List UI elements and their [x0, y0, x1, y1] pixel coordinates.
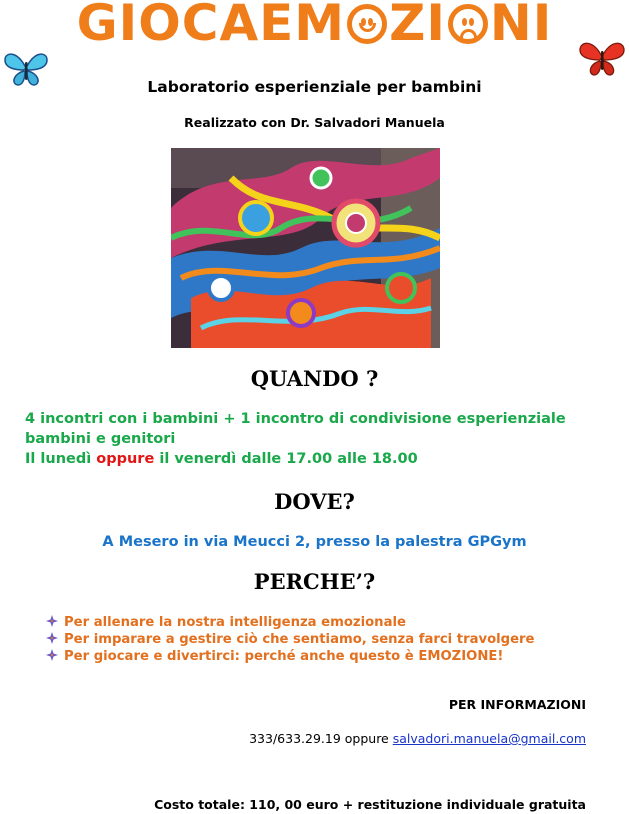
smiley-face-icon	[347, 4, 387, 44]
poster-title	[0, 0, 629, 52]
info-label: PER INFORMAZIONI	[448, 697, 586, 712]
list-item-text: Per allenare la nostra intelligenza emozionale	[64, 615, 406, 630]
oppure-highlight: oppure	[96, 451, 155, 467]
list-item	[46, 648, 535, 665]
list-item	[46, 631, 535, 648]
bullet-star-icon	[46, 615, 58, 627]
quando-line-1: 4 incontri con i bambini + 1 incontro di condivisione esperienziale	[25, 411, 566, 427]
phone-number: 333/633.29.19 oppure	[249, 731, 393, 746]
quando-line-3-start: Il lunedì	[25, 451, 97, 467]
perche-heading: PERCHE’?	[253, 569, 376, 594]
bullet-star-icon	[46, 649, 58, 661]
list-item-text: Per imparare a gestire ciò che sentiamo, senza farci travolgere	[64, 632, 535, 647]
author-line: Realizzato con Dr. Salvadori Manuela	[184, 115, 445, 130]
list-item	[46, 614, 535, 631]
quando-line-2: bambini e genitori	[25, 431, 176, 447]
dove-address: A Mesero in via Meucci 2, presso la palestra GPGym	[102, 534, 527, 550]
cost-line: Costo totale: 110, 00 euro + restituzione individuale gratuita	[154, 797, 586, 812]
quando-line-3-end: il venerdì dalle 17.00 alle 18.00	[154, 451, 418, 467]
quando-details	[25, 409, 566, 469]
email-link[interactable]: salvadori.manuela@gmail.com	[392, 731, 586, 746]
list-item-text: Per giocare e divertirci: perché anche questo è EMOZIONE!	[64, 649, 504, 664]
quando-line-3	[25, 449, 566, 469]
title-part-3: NI	[489, 0, 553, 52]
textile-art-photo	[171, 148, 440, 348]
quando-heading: QUANDO ?	[250, 366, 379, 391]
contact-line	[249, 731, 586, 746]
red-butterfly-icon	[578, 40, 626, 78]
dove-heading: DOVE?	[274, 489, 355, 514]
subtitle: Laboratorio esperienziale per bambini	[147, 78, 482, 96]
title-part-2: ZI	[389, 0, 446, 52]
sad-face-icon	[448, 4, 488, 44]
bullet-star-icon	[46, 632, 58, 644]
title-part-1: GIOCAEM	[76, 0, 346, 52]
perche-list	[46, 614, 535, 665]
